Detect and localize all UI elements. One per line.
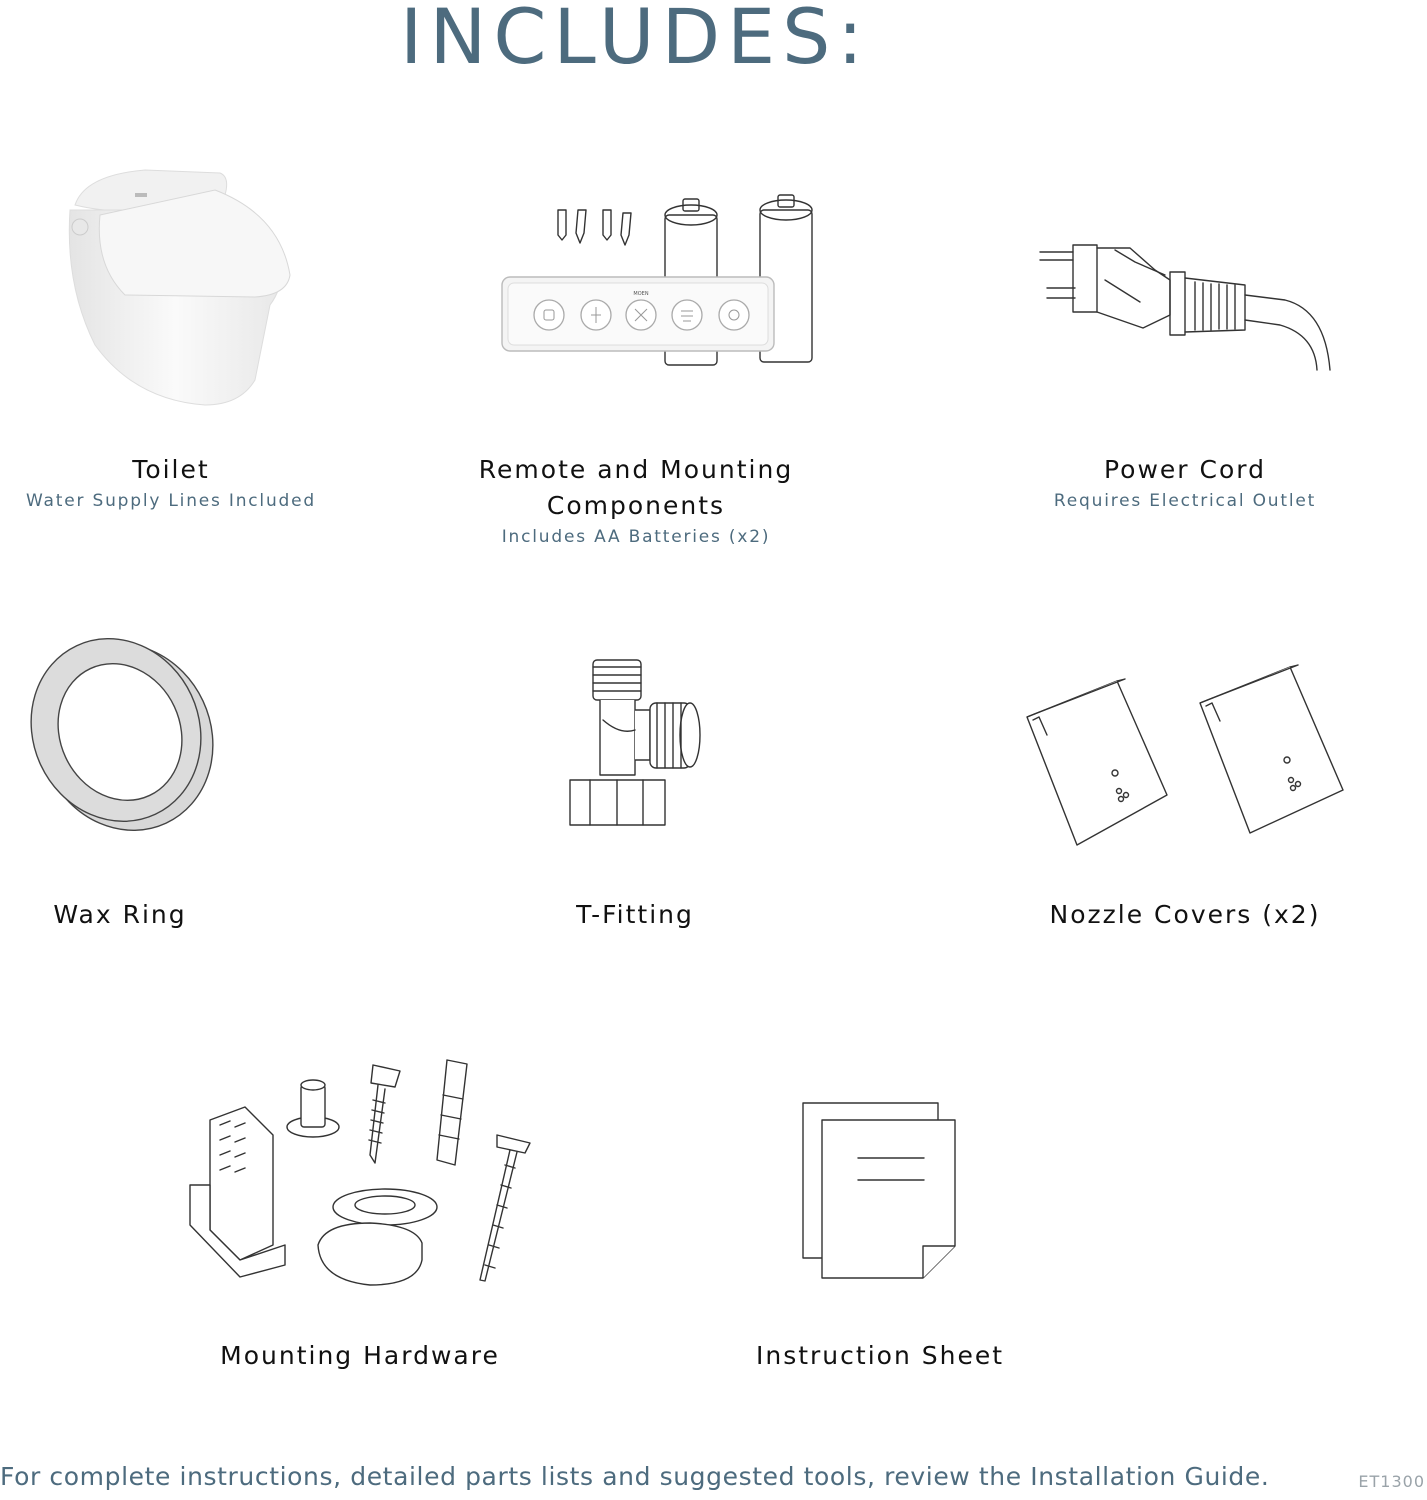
item-subtitle: Requires Electrical Outlet: [1053, 491, 1317, 511]
mounting-hardware-icon: [185, 1055, 535, 1287]
model-code: ET1300: [1358, 1472, 1425, 1491]
power-cord-icon: [1035, 240, 1335, 375]
wax-ring-icon: [28, 632, 213, 832]
t-fitting-icon: [565, 655, 705, 835]
wax-ring-caption: [0, 897, 240, 933]
remote-caption: [440, 452, 832, 550]
item-title: Wax Ring: [53, 900, 187, 929]
item-title: Instruction Sheet: [755, 1341, 1005, 1370]
instruction-sheet-icon: [800, 1098, 962, 1283]
instruction-sheet-caption: [720, 1338, 1040, 1374]
item-title: T-Fitting: [576, 900, 694, 929]
t-fitting-caption: [500, 897, 770, 933]
nozzle-covers-icon: [1025, 665, 1345, 855]
mounting-hardware-caption: [175, 1338, 545, 1374]
item-title: Mounting Hardware: [220, 1341, 500, 1370]
item-title: Nozzle Covers (x2): [1049, 900, 1321, 929]
remote-brand: MOEN: [633, 291, 649, 297]
toilet-icon: [55, 165, 300, 410]
footer-text: For complete instructions, detailed parts lists and suggested tools, review the Installation Guide.: [0, 1462, 1270, 1491]
item-title: Power Cord: [1104, 455, 1266, 484]
remote-icon: [500, 195, 820, 370]
item-subtitle: Includes AA Batteries (x2): [501, 527, 771, 547]
item-title-line1: Remote and Mounting: [478, 455, 794, 484]
toilet-caption: [0, 452, 342, 514]
item-subtitle: Water Supply Lines Included: [26, 491, 316, 511]
item-title: Toilet: [132, 455, 210, 484]
page-title: INCLUDES:: [400, 0, 870, 81]
nozzle-covers-caption: [1010, 897, 1360, 933]
power-cord-caption: [1010, 452, 1360, 514]
item-title-line2: Components: [546, 491, 726, 520]
